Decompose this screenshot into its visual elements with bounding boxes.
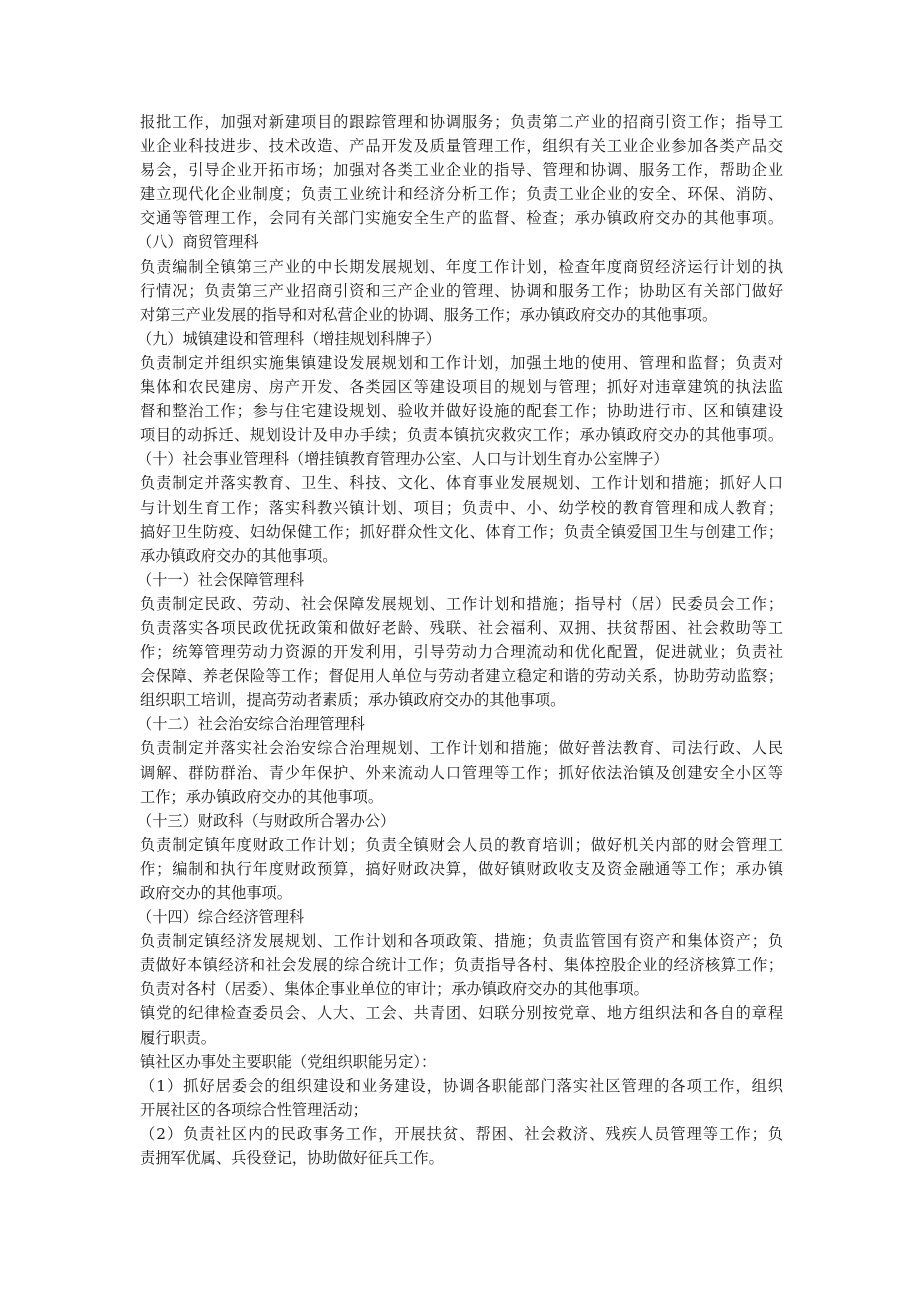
text-line: 负责制定民政、劳动、社会保障发展规划、工作计划和措施；指导村（居）民委员会工作； xyxy=(140,594,783,613)
section-heading: （十）社会事业管理科（增挂镇教育管理办公室、人口与计划生育办公室牌子） xyxy=(137,450,669,469)
section-heading: （十一）社会保障管理科 xyxy=(137,570,305,589)
text-line: 与计划生育工作；落实科教兴镇计划、项目；负责中、小、幼学校的教育管理和成人教育； xyxy=(140,498,783,517)
text-line: 调解、群防群治、青少年保护、外来流动人口管理等工作；抓好依法治镇及创建安全小区等 xyxy=(140,763,783,782)
text-line: 作；编制和执行年度财政预算，搞好财政决算，做好镇财政收支及资金融通等工作；承办镇 xyxy=(140,859,783,878)
text-line: 负责编制全镇第三产业的中长期发展规划、年度工作计划，检查年度商贸经济运行计划的执 xyxy=(140,257,783,276)
text-line: 承办镇政府交办的其他事项。 xyxy=(140,546,338,565)
section-heading: （十二）社会治安综合治理管理科 xyxy=(137,715,365,734)
text-line: 政府交办的其他事项。 xyxy=(140,884,292,902)
text-line: 开展社区的各项综合性管理活动； xyxy=(140,1100,368,1119)
text-line: 履行职责。 xyxy=(140,1028,216,1047)
text-line: 工作；承办镇政府交办的其他事项。 xyxy=(140,787,383,806)
text-line: 交通等管理工作，会同有关部门实施安全生产的监督、检查；承办镇政府交办的其他事项。 xyxy=(140,209,783,228)
text-line: 责做好本镇经济和社会发展的综合统计工作；负责指导各村、集体控股企业的经济核算工作； xyxy=(140,956,783,975)
section-heading: （十四）综合经济管理科 xyxy=(137,908,305,927)
text-line: 责拥军优属、兵役登记，协助做好征兵工作。 xyxy=(140,1149,444,1168)
text-line: 项目的动拆迁、规划设计及申办手续；负责本镇抗灾救灾工作；承办镇政府交办的其他事项。 xyxy=(140,426,783,445)
text-line: （1）抓好居委会的组织建设和业务建设，协调各职能部门落实社区管理的各项工作，组织 xyxy=(140,1076,783,1095)
document-body xyxy=(137,110,783,1170)
text-line: 业企业科技进步、技术改造、产品开发及质量管理工作，组织有关工业企业参加各类产品交 xyxy=(140,137,783,156)
text-line: 负责落实各项民政优抚政策和做好老龄、残联、社会福利、双拥、扶贫帮困、社会救助等工 xyxy=(140,618,783,637)
text-line: 建立现代化企业制度；负责工业统计和经济分析工作；负责工业企业的安全、环保、消防、 xyxy=(140,185,783,204)
text-line: 作；统筹管理劳动力资源的开发利用，引导劳动力合理流动和优化配置，促进就业；负责社 xyxy=(140,643,783,662)
text-line: 负责制定并落实社会治安综合治理规划、工作计划和措施；做好普法教育、司法行政、人民 xyxy=(140,739,783,758)
text-line: 镇社区办事处主要职能（党组织职能另定）： xyxy=(140,1052,437,1071)
text-line: 会保障、养老保险等工作；督促用人单位与劳动者建立稳定和谐的劳动关系，协助劳动监察； xyxy=(140,667,783,686)
text-line: 负责制定镇年度财政工作计划；负责全镇财会人员的教育培训；做好机关内部的财会管理工 xyxy=(140,835,783,854)
section-heading: （十三）财政科（与财政所合署办公） xyxy=(137,811,396,830)
text-line: 易会，引导企业开拓市场；加强对各类工业企业的指导、管理和协调、服务工作，帮助企业 xyxy=(140,161,783,180)
text-line: 负责制定并组织实施集镇建设发展规划和工作计划，加强土地的使用、管理和监督；负责对 xyxy=(140,353,783,372)
text-line: 行情况；负责第三产业招商引资和三产企业的管理、协调和服务工作；协助区有关部门做好 xyxy=(140,281,783,300)
text-line: 对第三产业发展的指导和对私营企业的协调、服务工作；承办镇政府交办的其他事项。 xyxy=(140,305,718,324)
text-line: 报批工作，加强对新建项目的跟踪管理和协调服务；负责第二产业的招商引资工作；指导工 xyxy=(140,113,783,131)
text-line: （2）负责社区内的民政事务工作，开展扶贫、帮困、社会救济、残疾人员管理等工作；负 xyxy=(140,1124,783,1143)
text-line: 镇党的纪律检查委员会、人大、工会、共青团、妇联分别按党章、地方组织法和各自的章程 xyxy=(140,1004,783,1023)
text-line: 集体和农民建房、房产开发、各类园区等建设项目的规划与管理；抓好对违章建筑的执法监 xyxy=(140,378,783,397)
text-line: 负责对各村（居委）、集体企事业单位的审计；承办镇政府交办的其他事项。 xyxy=(140,980,649,999)
text-line: 负责制定镇经济发展规划、工作计划和各项政策、措施；负责监管国有资产和集体资产；负 xyxy=(140,932,783,951)
text-line: 督和整治工作；参与住宅建设规划、验收并做好设施的配套工作；协助进行市、区和镇建设 xyxy=(140,402,783,421)
text-line: 组织职工培训，提高劳动者素质；承办镇政府交办的其他事项。 xyxy=(140,691,566,710)
section-heading: （八）商贸管理科 xyxy=(137,233,259,252)
text-line: 搞好卫生防疫、妇幼保健工作；抓好群众性文化、体育工作；负责全镇爱国卫生与创建工作； xyxy=(140,522,783,541)
section-heading: （九）城镇建设和管理科（增挂规划科牌子） xyxy=(137,329,441,348)
text-line: 负责制定并落实教育、卫生、科技、文化、体育事业发展规划、工作计划和措施；抓好人口 xyxy=(140,474,783,493)
